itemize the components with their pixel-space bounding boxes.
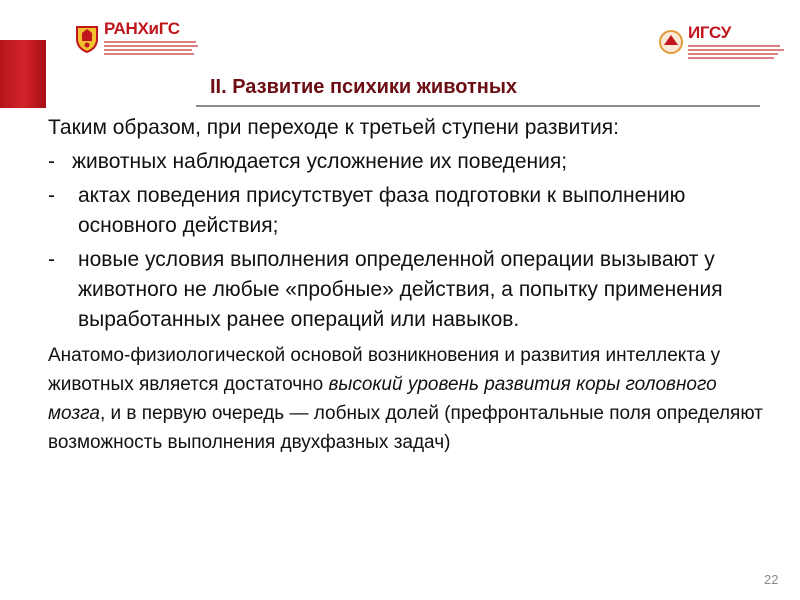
- bullet-dash: -: [48, 248, 55, 271]
- igsu-emblem-icon: [658, 27, 684, 57]
- igsu-logo-fine-print: [688, 45, 784, 59]
- conclusion-text-end: , и в первую очередь — лобных долей (префронтальные поля определяют возможность выполнения двухфазных задач): [48, 403, 763, 453]
- slide-number: 22: [764, 572, 779, 587]
- ranepa-logo: [74, 20, 198, 55]
- bullet-text: животных наблюдается усложнение их поведения;: [72, 150, 568, 173]
- bullet-item-1: [48, 147, 766, 177]
- slide-title: II. Развитие психики животных: [210, 76, 518, 98]
- bullet-dash: -: [48, 184, 55, 207]
- bullet-item-3: [48, 245, 766, 335]
- red-accent-bar: [0, 40, 46, 108]
- ranepa-logo-name: РАНХиГС: [104, 19, 180, 38]
- bullet-text: актах поведения присутствует фаза подготовки к выполнению основного действия;: [78, 184, 686, 237]
- intro-paragraph: Таким образом, при переходе к третьей ступени развития:: [48, 116, 619, 139]
- ranepa-emblem-icon: [74, 23, 100, 53]
- bullet-dash: -: [48, 150, 55, 173]
- bullet-text: новые условия выполнения определенной операции вызывают у животного не любые «пробные» действия, а попытку применения выработанных ранее операций или навыков.: [78, 248, 723, 331]
- ranepa-logo-fine-print: [104, 41, 198, 55]
- bullet-item-2: [48, 181, 766, 241]
- title-divider: [196, 105, 760, 107]
- igsu-logo: [658, 24, 784, 59]
- slide-body: [48, 113, 766, 457]
- conclusion-text-start: Анатомо-физиологической основой возникновения и развития интеллекта у животных является достаточно: [48, 345, 721, 395]
- conclusion-emphasis: высокий уровень развития коры головного мозга: [48, 374, 717, 424]
- igsu-logo-name: ИГСУ: [688, 23, 732, 42]
- conclusion-paragraph: [48, 341, 766, 457]
